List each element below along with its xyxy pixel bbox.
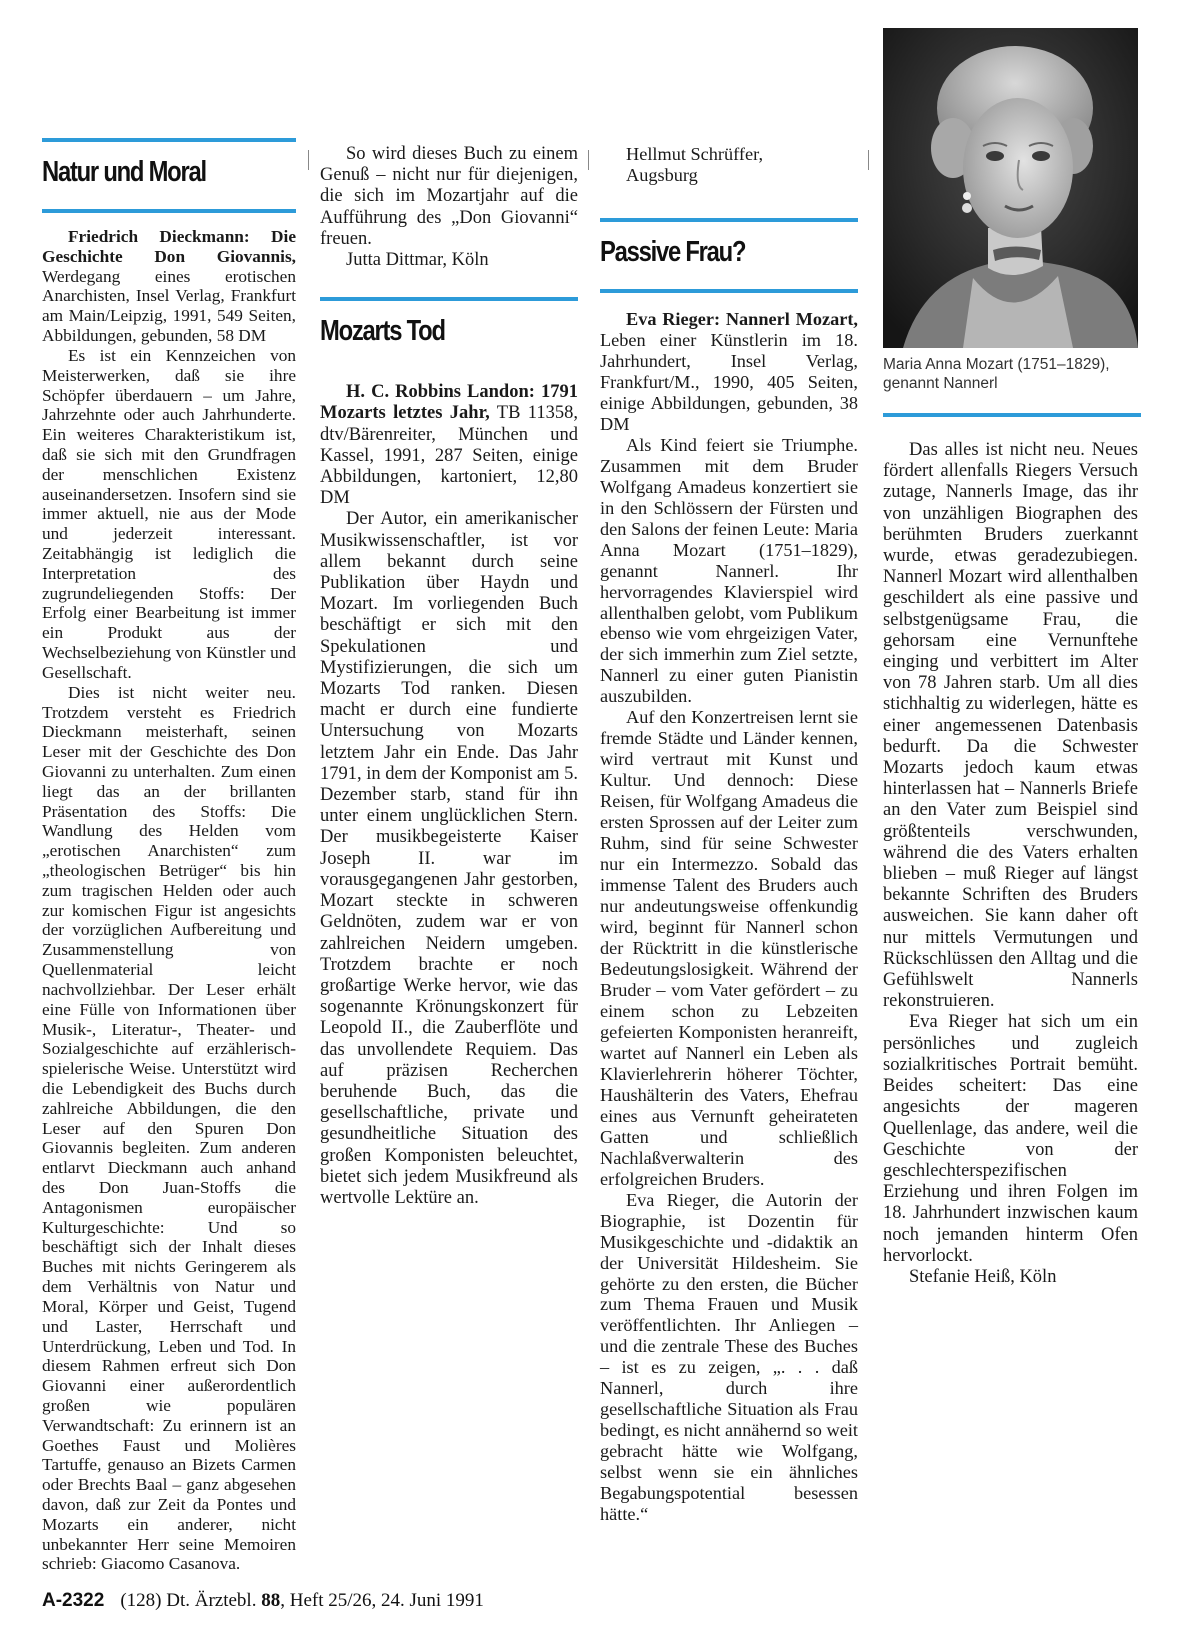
column-2 — [320, 144, 578, 1209]
section-rule — [320, 297, 578, 301]
caption-rule — [883, 413, 1141, 417]
caption-line: Maria Anna Mozart (1751–1829), — [883, 356, 1110, 373]
paragraph: Als Kind feiert sie Triumphe. Zusammen mit dem Bruder Wolfgang Amadeus konzertiert sie in den Schlössern der Fürsten und den Salons der feinen Leute: Maria Anna Mozart (1751–1829), genannt Nannerl. Ihr hervorragendes Klavierspiel wird allenthalben gelobt, vom Publikum ebenso wie vom ehrgeizigen Vater, der sich immerhin zum Ziel setzte, Nannerl zu einer guten Pianistin auszubilden. — [600, 434, 858, 707]
column-1 — [42, 138, 296, 1574]
book-reference — [320, 382, 578, 509]
page-number: A-2322 — [42, 1590, 105, 1611]
article-body — [600, 435, 858, 1525]
column-3 — [600, 144, 858, 1525]
article-body — [42, 346, 296, 1574]
author-signature: Stefanie Heiß, Köln — [909, 1266, 1057, 1287]
book-reference — [42, 227, 296, 346]
image-caption — [883, 355, 1141, 393]
author-location: Augsburg — [626, 164, 698, 185]
issue-date: , Heft 25/26, 24. Juni 1991 — [280, 1590, 484, 1611]
book-title: Eva Rieger: Nannerl Mozart, — [626, 308, 858, 329]
portrait-illustration — [883, 28, 1138, 348]
page-footer — [42, 1590, 484, 1612]
article-body — [320, 144, 578, 250]
article-body — [320, 509, 578, 1209]
paragraph: So wird dieses Buch zu einem Genuß – nicht nur für diejenigen, die sich im Mozartjahr auf die Aufführung des „Don Giovanni“ freuen. — [320, 144, 578, 249]
article-heading: Mozarts Tod — [320, 315, 445, 348]
book-details: Leben einer Künstlerin im 18. Jahrhundert, Insel Verlag, Frankfurt/M., 1990, 405 Seiten, einige Abbildungen, gebunden, 38 DM — [600, 329, 858, 434]
book-details: TB 11358, dtv/Bärenreiter, München und Kassel, 1991, 287 Seiten, einige Abbildungen, kartoniert, 12,80 DM — [320, 403, 578, 509]
paragraph: Das alles ist nicht neu. Neues fördert allenfalls Riegers Versuch zutage, Nannerls Image, das ihr von unzähligen Biographen des berühmten Bruders zuerkannt wurde, etwas geradezubiegen. Nannerl Mozart wird allenthalben geschildert als eine passive und selbstgenügsame Frau, die gehorsam eine Vernunftehe einging und verbittert im Alter von 78 Jahren starb. Um all dies stichhaltig zu widerlegen, hätte es einer angemessenen Datenbasis bedurft. Da die Schwester Mozarts jedoch kaum etwas hinterlassen hat – Nannerls Briefe an den Vater zum Beispiel sind größtenteils verschwunden, während die des Vaters erhalten blieben – muß Rieger auf längst bekannte Schriften des Bruders ausweichen. Sie kann daher oft nur mittels Vermutungen und Rückschlüssen den Alltag und die Gefühlswelt Nannerls rekonstruieren. — [883, 440, 1138, 1012]
author-signature: Jutta Dittmar, Köln — [346, 250, 489, 271]
journal-volume: 88 — [261, 1590, 281, 1611]
section-rule — [600, 218, 858, 222]
column-divider — [868, 150, 869, 170]
section-rule — [42, 138, 296, 142]
book-title: H. C. Robbins Landon: 1791 Mozarts letztes Jahr, — [320, 382, 578, 424]
portrait-image — [883, 28, 1138, 348]
paragraph: Auf den Konzertreisen lernt sie fremde Städte und Länder kennen, wird vertraut mit Kunst und Kultur. Und dennoch: Diese Reisen, für Wolfgang Amadeus die ersten Sprossen auf der Leiter zum Ruhm, sind für seine Schwester nur ein Intermezzo. Sobald das immense Talent des Bruders auch nur andeutungsweise offenkundig wird, beginnt für Nannerl schon der Rücktritt in die künstlerische Bedeutungslosigkeit. Während der Bruder – vom Vater gefördert – zu einem schon zu Lebzeiten gefeierten Komponisten heranreift, wartet auf Nannerl ein Leben als Klavierlehrerin höherer Töchter, Haushälterin des Vaters, Ehefrau eines aus Vernunft geheirateten Gatten und schließlich Nachlaßverwalterin des erfolgreichen Bruders. — [600, 707, 858, 1189]
section-rule — [600, 289, 858, 293]
journal-name: (128) Dt. Ärztebl. — [120, 1590, 262, 1611]
column-divider — [308, 150, 309, 170]
article-body — [883, 440, 1138, 1267]
paragraph: Der Autor, ein amerikanischer Musikwissenschaftler, ist vor allem bekannt durch seine Publikation über Haydn und Mozart. Im vorliegenden Buch beschäftigt er sich mit den Spekulationen und Mystifizierungen, die sich um Mozarts Tod ranken. Diesen macht er durch eine fundierte Untersuchung von Mozarts letztem Jahr ein Ende. Das Jahr 1791, in dem der Komponist am 5. Dezember starb, stand für ihn unter einem unglücklichen Stern. Der musikbegeisterte Kaiser Joseph II. war im vorausgegangenen Jahr gestorben, Mozart steckte in schweren Geldnöten, zudem war er von zahlreichen Neidern umgeben. Trotzdem brachte er noch großartige Werke hervor, wie das sogenannte Krönungskonzert für Leopold II., die Zauberflöte und das unvollendete Requiem. Das auf präzisen Recherchen beruhende Buch, das die gesellschaftliche, private und gesundheitliche Situation des großen Komponisten beleuchtet, bietet sich jedem Musikfreund als wertvolle Lektüre an. — [320, 509, 578, 1208]
book-title: Friedrich Dieckmann: Die Geschichte Don Giovannis, — [42, 227, 296, 266]
book-details: Werdegang eines erotischen Anarchisten, Insel Verlag, Frankfurt am Main/Leipzig, 1991, 549 Seiten, Abbildungen, gebunden, 58 DM — [42, 266, 296, 346]
paragraph: Eva Rieger, die Autorin der Biographie, ist Dozentin für Musikgeschichte und -didaktik an der Universität Hildesheim. Sie gehörte zu den ersten, die Bücher zum Thema Frauen und Musik veröffentlichten. Ihr Anliegen – und die zentrale These des Buches – ist es zu zeigen, „. . . daß Nannerl, durch ihre gesellschaftliche Situation als Frau bedingt, es nicht annähernd so weit gebracht hätte wie Wolfgang, selbst wenn sie ein ähnliches Begabungspotential besessen hätte.“ — [600, 1189, 858, 1525]
author-signature: Hellmut Schrüffer, — [626, 144, 764, 164]
caption-line: genannt Nannerl — [883, 375, 998, 392]
paragraph: Dies ist nicht weiter neu. Trotzdem versteht es Friedrich Dieckmann meisterhaft, seinen Leser mit der Geschichte des Don Giovanni zu unterhalten. Zum einen liegt das an der brillanten Präsentation des Stoffs: Die Wandlung des Helden vom „erotischen Anarchisten“ zum „theologischen Betrüger“ bis hin zum tragischen Helden oder auch zur komischen Figur ist angesichts der vorzüglichen Aufbereitung und Zusammenstellung von Quellenmaterial leicht nachvollziehbar. Der Leser erhält eine Fülle von Informationen über Musik-, Literatur-, Theater- und Sozialgeschichte auf erzählerisch-spielerische Weise. Unterstützt wird die Lebendigkeit des Buchs durch zahlreiche Abbildungen, die den Leser auf den Spuren Don Giovannis begleiten. Zum anderen entlarvt Dieckmann auch anhand des Don Juan-Stoffs die Antagonismen europäischer Kulturgeschichte: Und so beschäftigt sich der Inhalt dieses Buches mit nichts Geringerem als dem Verhältnis von Natur und Moral, Körper und Geist, Tugend und Laster, Herrschaft und Unterdrückung, Leben und Tod. In diesem Rahmen erfreut sich Don Giovanni einer außerordentlich großen wie populären Verwandtschaft: Zu erinnern ist an Goethes Faust und Molières Tartuffe, genauso an Bizets Carmen oder Brechts Baal – ganz abgesehen davon, daß zur Zeit da Pontes und Mozarts ein anderer, nicht unbekannter Herr seine Memoiren schrieb: Giacomo Casanova. — [42, 682, 296, 1574]
column-divider — [588, 150, 589, 170]
book-reference — [600, 309, 858, 435]
paragraph: Es ist ein Kennzeichen von Meisterwerken, daß sie ihre Schöpfer überdauern – um Jahre, Jahrzehnte oder auch Jahrhunderte. Ein weiteres Charakteristikum ist, daß sie sich mit den Grundfragen der menschlichen Existenz auseinandersetzen. Insofern sind sie immer aktuell, nie aus der Mode und jederzeit interessant. Zeitabhängig ist lediglich die Interpretation des zugrundeliegenden Stoffs: Der Erfolg einer Bearbeitung ist immer ein Produkt aus der Wechselbeziehung von Künstler und Gesellschaft. — [42, 345, 296, 682]
article-heading: Passive Frau? — [600, 235, 746, 268]
column-4 — [883, 440, 1138, 1288]
paragraph: Eva Rieger hat sich um ein persönliches und zugleich sozialkritisches Portrait bemüht. Beides scheitert: Das eine angesichts der mageren Quellenlage, das andere, weil die Geschichte von der geschlechterspezifischen Erziehung und ihren Folgen im 18. Jahrhundert inzwischen kaum noch jemanden hinterm Ofen hervorlockt. — [883, 1012, 1138, 1266]
section-rule — [42, 209, 296, 213]
article-heading: Natur und Moral — [42, 156, 206, 188]
